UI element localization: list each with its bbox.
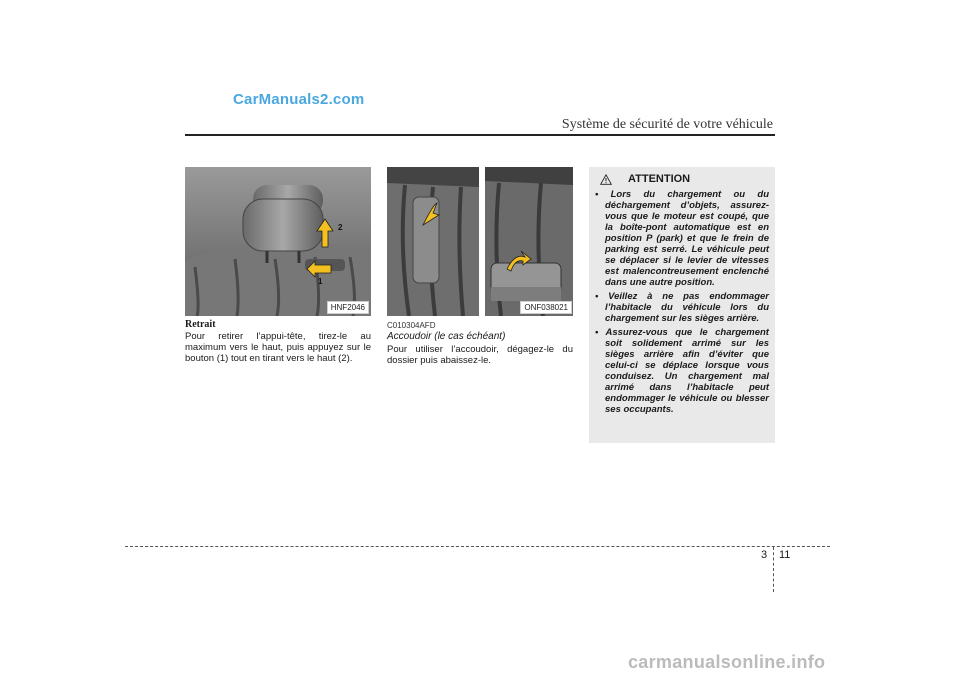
image-label-onf: ONF038021 (520, 301, 572, 314)
retrait-heading: Retrait (185, 319, 216, 330)
armrest-illustration-left (387, 167, 479, 316)
watermark-top: CarManuals2.com (233, 91, 365, 108)
header-rule (185, 134, 775, 136)
headrest-illustration (185, 167, 371, 316)
armrest-illustration-right (485, 167, 573, 316)
footer-divider (773, 547, 774, 592)
image-label-hnf: HNF2046 (327, 301, 369, 314)
headrest-photo (185, 167, 371, 316)
attention-item: • Assurez-vous que le chargement soit solidement arrimé sur les sièges arrière afin d’éviter que celui-ci se déplace lorsque vous conduisez. Un chargement mal arrimé dans l’habitacle peut endommager le véhicule ou blesser ses occupants. (595, 327, 769, 415)
warning-triangle-icon (600, 174, 612, 185)
attention-title: ATTENTION (628, 173, 691, 185)
chapter-number: 3 (761, 549, 768, 561)
retrait-body: Pour retirer l’appui-tête, tirez-le au maximum vers le haut, puis appuyez sur le bouton (1) tout en tirant vers le haut (2). (185, 331, 371, 364)
attention-item: • Lors du chargement ou du déchargement d’objets, assurez-vous que le moteur est coupé, que la boîte-pont automatique est en position P (park) et que le frein de parking est serré. Le véhicule peut se déplacer si le levier de vitesses est malencontreusement enclenché dans une autre position. (595, 189, 769, 288)
attention-item: • Veillez à ne pas endommager l’habitacle du véhicule lors du chargement sur les sièges arrière. (595, 291, 769, 324)
armrest-photo-right (485, 167, 573, 316)
watermark-bottom: carmanualsonline.info (628, 652, 826, 672)
footer-rule (125, 546, 830, 547)
armrest-body: Pour utiliser l’accoudoir, dégagez-le du dossier puis abaissez-le. (387, 344, 573, 366)
armrest-photo-left (387, 167, 479, 316)
page-number: 11 (779, 549, 791, 561)
armrest-subheading: Accoudoir (le cas échéant) (387, 331, 506, 342)
attention-list (595, 189, 769, 415)
section-code: C010304AFD (387, 321, 436, 330)
attention-box (589, 167, 775, 443)
header-title: Système de sécurité de votre véhicule (561, 117, 773, 132)
callout-2: 2 (338, 223, 343, 232)
callout-1: 1 (318, 277, 323, 286)
